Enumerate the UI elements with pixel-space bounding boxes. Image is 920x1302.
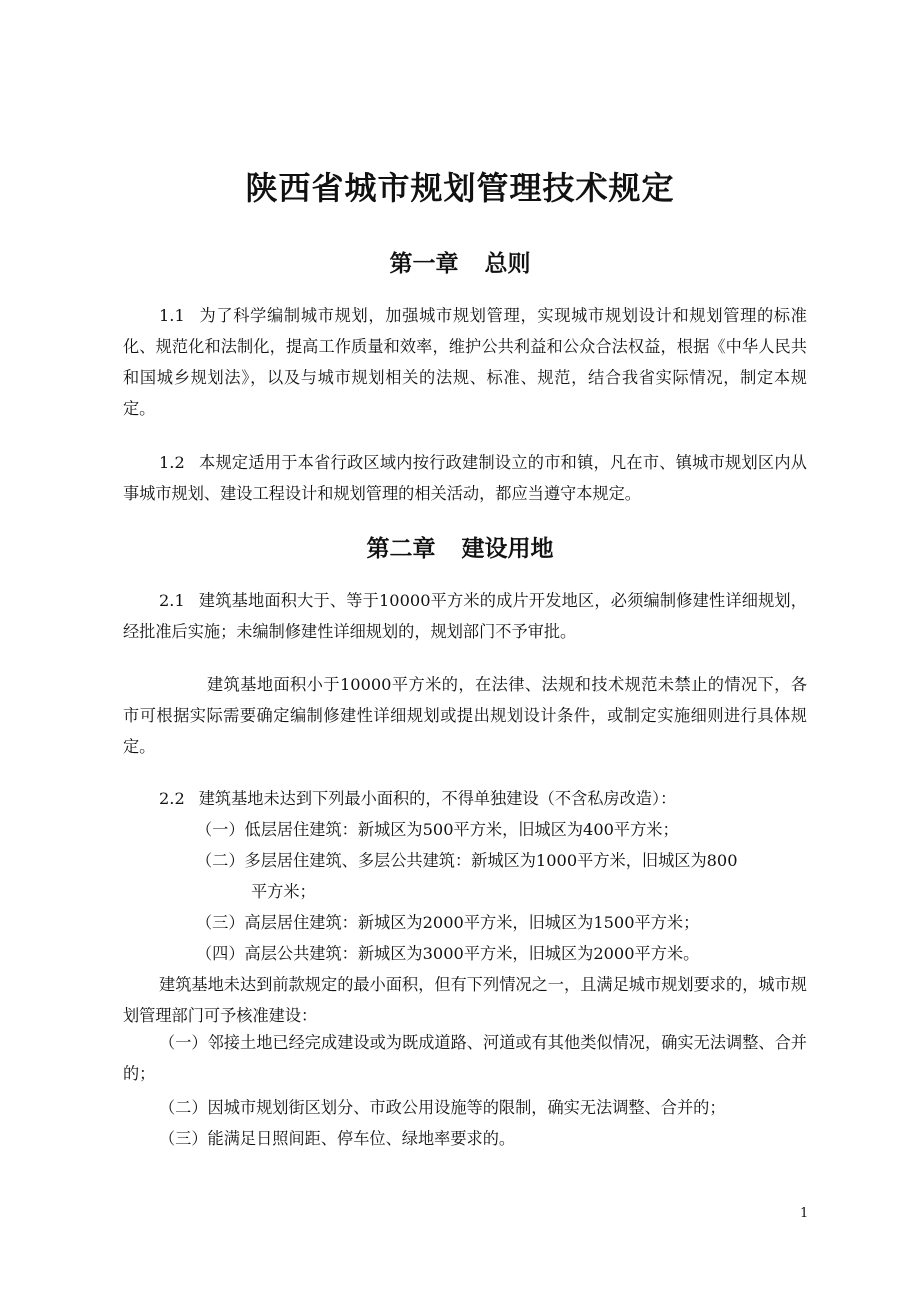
exception-intro: 建筑基地未达到前款规定的最小面积，但有下列情况之一，且满足城市规划要求的，城市规划管理部门可予核准建设：: [123, 975, 807, 1025]
chapter-2-number: 第二章: [366, 536, 436, 562]
exception-item: （二）因城市规划街区划分、市政公用设施等的限制，确实无法调整、合并的；: [159, 1098, 726, 1117]
min-area-item: （三）高层居住建筑：新城区为2000平方米，旧城区为1500平方米；: [196, 913, 700, 932]
section-number: 1.1: [159, 306, 185, 325]
section-2-1: [123, 585, 807, 647]
section-1-1: [123, 300, 807, 424]
section-text: 建筑基地未达到下列最小面积的，不得单独建设（不含私房改造）：: [198, 789, 677, 808]
section-2-2: [123, 783, 807, 814]
section-number: 2.1: [159, 591, 185, 610]
section-text: 为了科学编制城市规划，加强城市规划管理，实现城市规划设计和规划管理的标准化、规范化和法制化，提高工作质量和效率，维护公共利益和公众合法权益，根据《中华人民共和国城乡规划法》，以及与城市规划相关的法规、标准、规范，结合我省实际情况，制定本规定。: [123, 306, 807, 418]
exception-item: （一）邻接土地已经完成建设或为既成道路、河道或有其他类似情况，确实无法调整、合并的；: [123, 1033, 807, 1083]
section-text: 建筑基地面积大于、等于10000平方米的成片开发地区，必须编制修建性详细规划，经批准后实施；未编制修建性详细规划的，规划部门不予审批。: [123, 591, 807, 641]
page-number: 1: [800, 1206, 809, 1221]
document-title: 陕西省城市规划管理技术规定: [245, 169, 675, 207]
section-1-2: [123, 447, 807, 509]
min-area-item-continuation: 平方米；: [251, 882, 316, 901]
chapter-1-number: 第一章: [389, 251, 459, 277]
min-area-item: （一）低层居住建筑：新城区为500平方米，旧城区为400平方米；: [196, 820, 679, 839]
chapter-2-name: 建设用地: [461, 536, 554, 562]
min-area-item: （二）多层居住建筑、多层公共建筑：新城区为1000平方米，旧城区为800: [196, 851, 738, 870]
section-number: 1.2: [159, 453, 185, 472]
chapter-1-name: 总则: [484, 251, 531, 277]
section-2-1-paragraph-2: 建筑基地面积小于10000平方米的，在法律、法规和技术规范未禁止的情况下，各市可根据实际需要确定编制修建性详细规划或提出规划设计条件，或制定实施细则进行具体规定。: [123, 675, 807, 756]
chapter-1-heading: [0, 245, 920, 278]
chapter-2-heading: [0, 530, 920, 563]
min-area-item: （四）高层公共建筑：新城区为3000平方米，旧城区为2000平方米。: [196, 944, 700, 963]
section-number: 2.2: [159, 789, 185, 808]
exception-item: （三）能满足日照间距、停车位、绿地率要求的。: [159, 1129, 516, 1148]
section-text: 本规定适用于本省行政区域内按行政建制设立的市和镇，凡在市、镇城市规划区内从事城市规划、建设工程设计和规划管理的相关活动，都应当遵守本规定。: [123, 453, 807, 503]
